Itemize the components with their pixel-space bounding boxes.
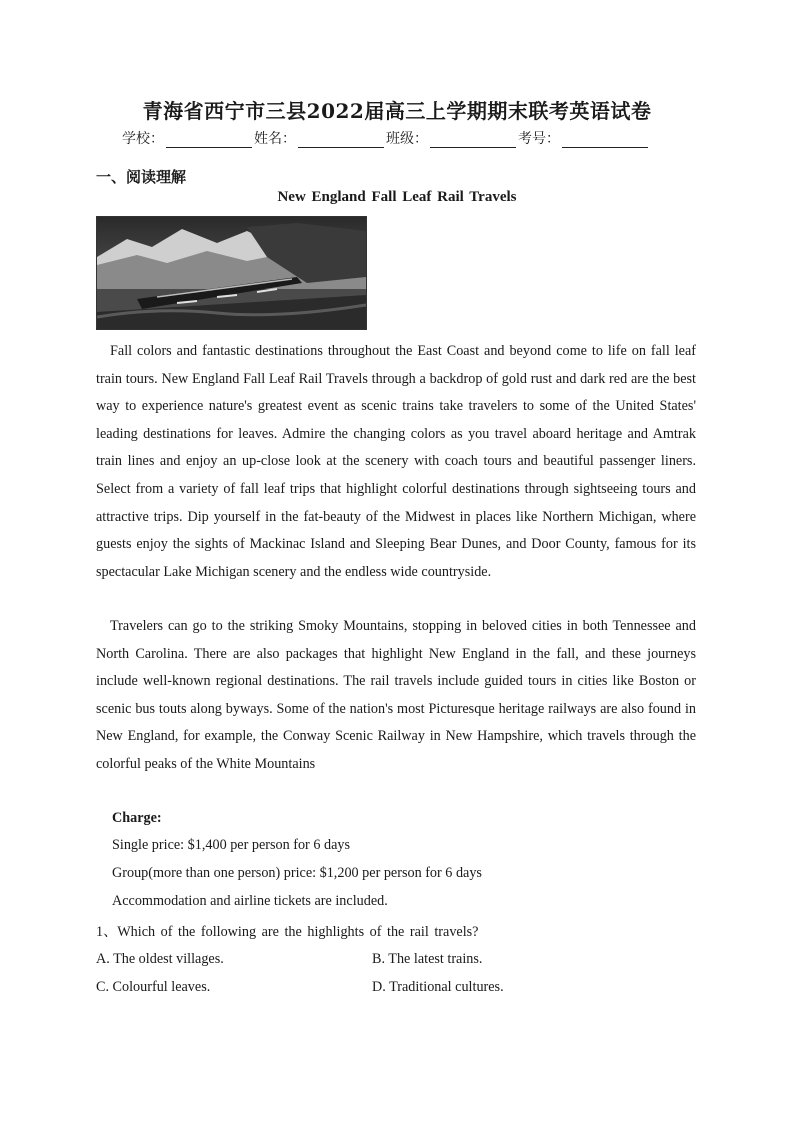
option-c[interactable]: C. Colourful leaves. [96, 979, 211, 995]
exam-number-blank[interactable] [562, 131, 648, 148]
school-field [122, 128, 252, 148]
single-price: Single price: $1,400 per person for 6 days [112, 837, 350, 853]
train-photo [96, 216, 367, 330]
included-note: Accommodation and airline tickets are included. [112, 893, 388, 909]
option-b[interactable]: B. The latest trains. [372, 951, 483, 967]
option-a[interactable]: A. The oldest villages. [96, 951, 224, 967]
exam-number-field [518, 128, 648, 148]
question-1: 1、Which of the following are the highlights of the rail travels? [96, 924, 479, 940]
name-field [254, 128, 384, 148]
group-price: Group(more than one person) price: $1,200 per person for 6 days [112, 865, 482, 881]
school-blank[interactable] [166, 131, 252, 148]
exam-number-label: 考号： [518, 131, 560, 147]
article-title: New England Fall Leaf Rail Travels [277, 189, 517, 205]
article-paragraph-1: Fall colors and fantastic destinations throughout the East Coast and beyond come to life on fall leaf train tours. New England Fall Leaf Rail Travels through a backdrop of gold rust and dark red are the best way to experience nature's greatest event as scenic trains take travelers to some of the United States' leading destinations for leaves. Admire the changing colors as you travel aboard heritage and Amtrak train lines and enjoy an up-close look at the scenery with coach tours and beautiful passenger liners. Select from a variety of fall leaf trips that highlight colorful destinations through sightseeing tours and attractive trips. Dip yourself in the fat-beauty of the Midwest in places like Northern Michigan, where guests enjoy the sights of Mackinac Island and Sleeping Bear Dunes, and Door County, famous for its spectacular Lake Michigan scenery and the endless wide countryside. [96, 343, 696, 580]
section-heading: 一、阅读理解 [96, 168, 187, 186]
class-blank[interactable] [430, 131, 516, 148]
class-field [386, 128, 516, 148]
option-d[interactable]: D. Traditional cultures. [372, 979, 504, 995]
charge-label: Charge: [112, 810, 162, 826]
exam-title: 青海省西宁市三县2022届高三上学期期末联考英语试卷 [142, 99, 652, 123]
name-blank[interactable] [298, 131, 384, 148]
name-label: 姓名： [254, 131, 296, 147]
article-paragraph-2: Travelers can go to the striking Smoky Mountains, stopping in beloved cities in both Tennessee and North Carolina. There are also packages that highlight New England in the fall, and these journeys include well-known regional destinations. The rail travels include guided tours in cities like Boston or scenic bus touts along byways. Some of the nation's most Picturesque heritage railways are also found in New England, for example, the Conway Scenic Railway in New Hampshire, which travels through the colorful peaks of the White Mountains [96, 618, 696, 772]
class-label: 班级： [386, 131, 428, 147]
school-label: 学校： [122, 131, 164, 147]
student-info-row [122, 126, 682, 148]
